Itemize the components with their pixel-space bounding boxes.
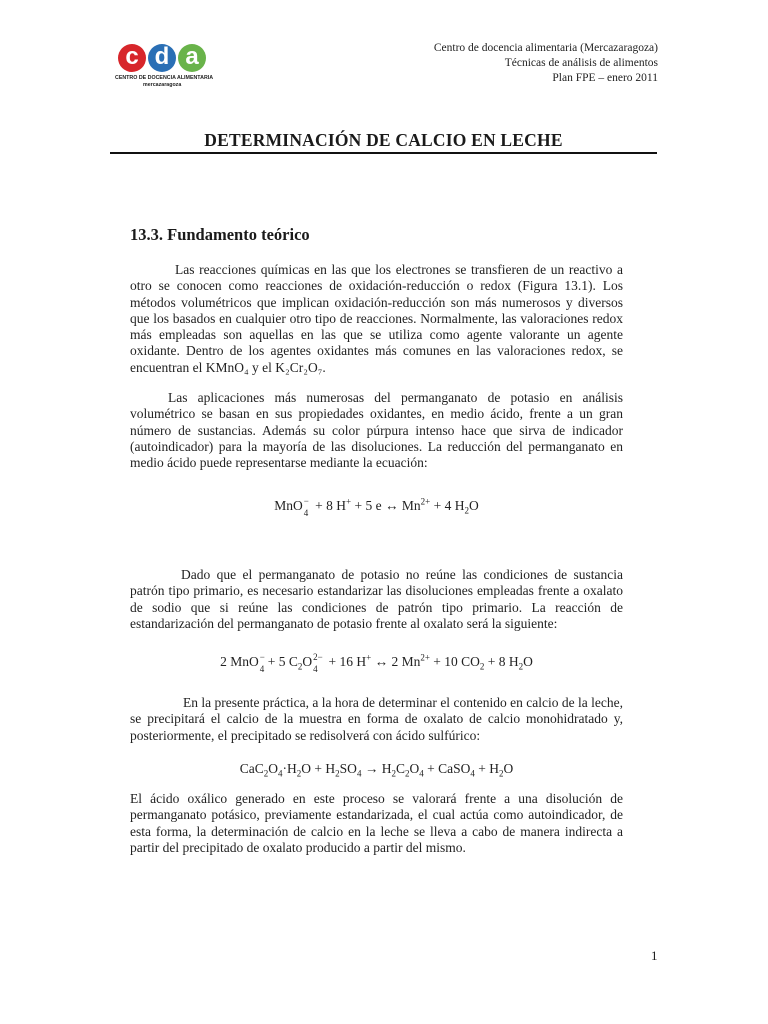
logo-brand-text xyxy=(115,75,235,89)
header-line-plan: Plan FPE – enero 2011 xyxy=(552,72,658,84)
logo-letter-a: a xyxy=(178,44,206,72)
cda-logo xyxy=(113,44,233,92)
document-header xyxy=(434,41,658,86)
equation-oxalate-dissolution: $CaC_2O_4\cdot H_2O + H_2SO_4 \to H_2C_2O_4$ + CaSO$_4$ + $H_2O$ xyxy=(239,761,514,779)
equation-permanganate-reduction: MnO − 4 + 8 H+ + 5 e ↔ $Mn^{2+} + 4$ $H_2O$ xyxy=(274,495,479,518)
logo-letter-c: c xyxy=(118,44,146,72)
equation-oxalate-standardization: 2 MnO − 4 + 5 $C_2O$ 2− 4 + 16 H+ ↔ 2 $Mn^{2+} + 10$ $CO_2 + 8$ $H_2O$ xyxy=(220,651,533,674)
paragraph-calcium-precipitation: En la presente práctica, a la hora de determinar el contenido en calcio de la leche, se precipitará el calcio de la muestra en forma de oxalato de calcio monohidratado y, posteriormente, el precipitado se redisolverá con ácido sulfúrico: xyxy=(130,695,623,743)
header-line-institution: Centro de docencia alimentaria (Mercazaragoza) xyxy=(433,42,658,54)
paragraph-oxalic-titration: El ácido oxálico generado en este proceso se valorará frente a una disolución de permanganato potásico, previamente estandarizada, el cual actúa como autoindicador, de esta forma, la determinación de calcio en la leche se lleva a cabo de manera indirecta a partir del precipitado de oxalato producido a partir del mismo. xyxy=(130,791,623,855)
logo-letter-d: d xyxy=(148,44,176,72)
section-heading: 13.3. Fundamento teórico xyxy=(130,225,310,244)
title-divider xyxy=(110,152,657,154)
header-line-course: Técnicas de análisis de alimentos xyxy=(504,57,658,69)
document-title: DETERMINACIÓN DE CALCIO EN LECHE xyxy=(204,130,563,150)
logo-brand-line2: mercazaragoza xyxy=(143,82,182,88)
logo-brand-line1: CENTRO DE DOCENCIA ALIMENTARIA xyxy=(115,75,214,81)
paragraph-redox-intro: Las reacciones químicas en las que los electrones se transfieren de un reactivo a otro se conocen como reacciones de oxidación-reducción o redox (Figura 13.1). Los métodos volumétricos que implican oxidación-reducción son más numerosos y diversos que los basados en cualquier otro tipo de reacciones. Normalmente, las valoraciones redox más empleadas son aquellas en las que se utiliza como agente valorante un agente oxidante. Dentro de los agentes oxidantes más comunes en las valoraciones redox, se encuentran el KMnO₄ y el K₂Cr₂O₇. xyxy=(130,262,623,375)
page-number: 1 xyxy=(651,948,658,963)
paragraph-standardization: Dado que el permanganato de potasio no reúne las condiciones de sustancia patrón tipo primario, es necesario estandarizar las disoluciones empleadas frente a oxalato de sodio que si reúne las condiciones de patrón tipo primario. La reacción de estandarización del permanganato de potasio frente al oxalato será la siguiente: xyxy=(130,567,623,631)
paragraph-permanganate: Las aplicaciones más numerosas del permanganato de potasio en análisis volumétrico se basan en sus propiedades oxidantes, en medio ácido, frente a un gran número de sustancias. Además su color púrpura intenso hace que sirva de indicador (autoindicador) para la mayoría de las disoluciones. La reducción del permanganato en medio ácido puede representarse mediante la ecuación: xyxy=(130,390,623,471)
